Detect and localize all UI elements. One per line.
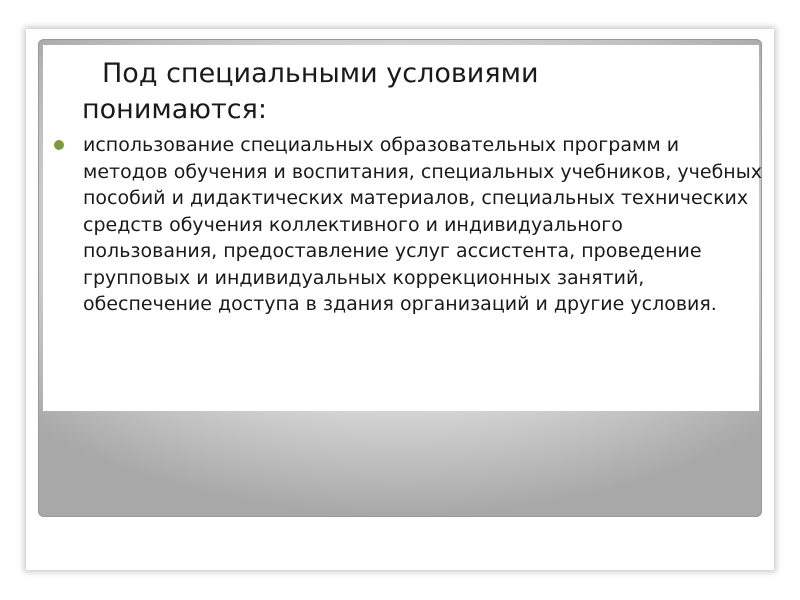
bullet-text: использование специальных образовательных программ и методов обучения и воспитания, специальных учебников, учебных пособий и дидактических материалов, специальных технических средств обучения коллективного и индивидуального пользования, предоставление услуг ассистента, проведение групповых и индивидуальных коррекционных занятий, обеспечение доступа в здания организаций и другие условия. — [83, 134, 762, 315]
circle-bullet-icon — [54, 140, 64, 150]
slide-title: Под специальными условиями понимаются: — [82, 58, 539, 125]
